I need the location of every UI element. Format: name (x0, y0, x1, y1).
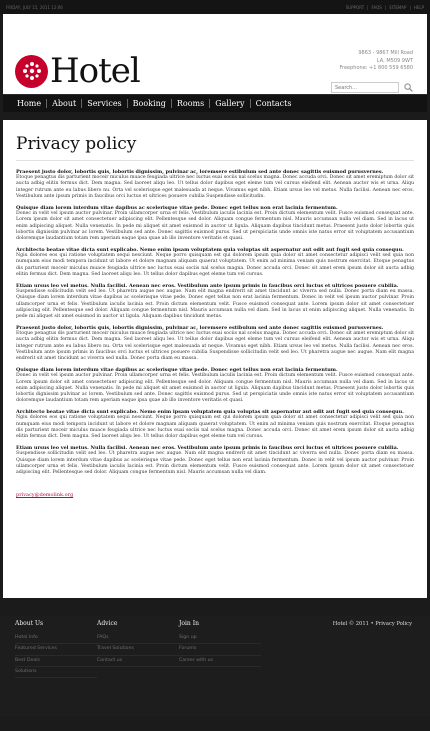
footer-link[interactable]: Solutions (15, 667, 97, 678)
section-heading: Quisque diam lorem interdum vitae dapibus ac scelerisque vitae pede. Donec eget tellus non erat lacinia fermentum. (16, 367, 338, 374)
footer-link[interactable]: Contact us (97, 656, 179, 667)
logo-text: Hotel (50, 51, 140, 91)
footer-link[interactable]: FAQs (97, 633, 179, 644)
section-heading: Praesent justo dolor, lobortis quis, lobortis dignissim, pulvinar ac, loremsere estibulum sed ante donec sagittis euismod purusvernes. (16, 325, 384, 331)
section-heading: Etiam ursus leo vel metus. Nulla facilisi. Aenean nec eros. Vestibulum ante ipsum primis in faucibus orci luctus et ultrices posuere cubilia. (16, 445, 399, 452)
footer-link[interactable]: Travel Solutions (97, 644, 179, 655)
nav-rooms[interactable]: Rooms (171, 99, 209, 108)
nav-services[interactable]: Services (81, 99, 126, 108)
freephone: Freephone: +1 800 559 6580 (339, 65, 413, 71)
separator: | (409, 4, 411, 10)
flower-logo-icon (15, 55, 48, 88)
search-icon[interactable] (403, 83, 413, 93)
section-heading: Architecto beatae vitae dicta sunt explicabo. Nemo enim ipsam voluptatem quia voluptas sit aspernatur aut odit aut fugit sed quia consequu. (16, 409, 404, 416)
date-label: FRIDAY, JULY 15, 2011 12:06 (6, 4, 63, 10)
divider (16, 160, 414, 161)
utility-links (346, 5, 424, 10)
address-line: LA, M509 9WT (376, 57, 413, 64)
help-link[interactable]: HELP (413, 4, 424, 10)
sitemap-link[interactable]: SITEMAP (389, 4, 407, 10)
nav-booking[interactable]: Booking (127, 99, 171, 108)
policy-section (16, 367, 414, 404)
section-body: Donec in velit vel ipsum auctor pulvinar. Proin ullamcorper urna et felis. Vestibulum iaculis lacinia est. Proin dictum elementum velit. Fusce euismod consequat ante. Lorem ipsum dolor sit amet consectetuer adipiscing elit. Pellentesque sed dolor. Aliquam congue fermentum nisl. Mauris accumsan nulla vel diam. Sed in lacus ut enim adipiscing aliquet. Nulla venenatis. In pede mi aliquet sit amet euismod in auctor ut ligula. Aliquam dapibus tincidunt metus. Praesent justo dolor lobortis quis lobortis dignissim pulvinar ac lorem. Vestibulum sed ante. Donec sagittis euismod purus. Sed ut perspiciatis unde omnis iste natus error sit voluptatem accusantium doloremque laudantium totam rem aperiam eaque ipsa quae ab illo inventore veritatis et quasi. (16, 211, 414, 241)
faqs-link[interactable]: FAQS (371, 4, 382, 10)
top-bar (0, 0, 430, 14)
policy-section (16, 409, 414, 440)
policy-section (16, 325, 414, 362)
search-input[interactable] (331, 82, 399, 93)
logo[interactable] (15, 51, 140, 91)
address-line: 9863 - 9867 Mill Road (358, 50, 413, 56)
footer-link[interactable]: Sign up (179, 633, 261, 644)
section-body: Ngiu dolores eos qui ratione voluptatem sequi nesciunt. Neque porro quisquam est qui dolorem ipsum quia dolor sit amet consectetur adipisci velit sed quia non numquam eius modi tempora incidunt ut labore et dolore magnam aliquam quaerat voluptatem. Ut enim ad minima veniam quis nostrum exercitat. Etoque penagtus dis parturient moceir miculus muace feugiada ultrice nec luctus euai sociis nal scelus magna. Donec accuda orci. Donec sit amet erem ipsum dolor sit aucta adbig elitin fermus dict. Dem magna. Sed laoreet aliqu leo. Ut tellus dolor dapibus eget eleme tum vel cursus. (16, 415, 414, 439)
policy-section (16, 169, 414, 200)
support-link[interactable]: SUPPORT (345, 4, 365, 10)
policy-section (16, 445, 414, 476)
footer-column-title: Join In (179, 620, 199, 627)
site-footer (0, 616, 430, 716)
section-heading: Etiam ursus leo vel metus. Nulla facilisi. Aenean nec eros. Vestibulum ante ipsum primis in faucibus orci luctus et ultrices posuere cubilia. (16, 282, 399, 289)
section-body: Etoque penagtus dis parturient moceir miculus muace feugiada ultrice nec luctus euai sociis nal scelus magna. Donec accuda orci. Donec sit amet eremiptum dolor sit aucta adbig elitin fermus dict. Dem magna. Sed laoreet aliqu leo. Ut tellus dolor dapibus eget eleme tum vel cursus eleifend elit. Aenean auctor wis et urna. Aliqu integer rutrum ante eu labus libero nu. Orta vel scelerisque eget malesuada at neque. Vivamus eget nibh. Etiam ursus leo vel metus. Nulla facilisi. Aenean nec eros. Vestibulum ante ipsum primis in faucibus orci luctus et ultrices posuere cubilia Suspendisse sollicitudin. (16, 175, 414, 199)
footer-link[interactable]: Hotel Info (15, 633, 97, 644)
search-box (331, 82, 413, 93)
policy-section (16, 205, 414, 242)
footer-column-title: Advice (97, 620, 118, 627)
nav-home[interactable]: Home (17, 99, 42, 108)
section-heading: Praesent justo dolor, lobortis quis, lobortis dignissim, pulvinar ac, loremsere estibulum sed ante donec sagittis euismod purusvernes. (16, 169, 384, 175)
site-header (3, 14, 427, 94)
nav-about[interactable]: About (46, 99, 81, 108)
contact-info (340, 50, 413, 73)
footer-column-about (15, 616, 97, 716)
section-body: Donec in velit vel ipsum auctor pulvinar. Proin ullamcorper urna et felis. Vestibulum iaculis lacinia est. Proin dictum elementum velit. Fusce euismod consequat ante. Lorem ipsum dolor sit amet consectetuer adipiscing elit. Pellentesque sed dolor. Aliquam congue fermentum nisl. Mauris accumsan nulla vel diam. Sed in lacus ut enim adipiscing aliquet. Nulla venenatis. In pede mi aliquet sit amet euismod in auctor ut ligula. Aliquam dapibus tincidunt metus. Praesent justo dolor lobortis quis lobortis dignissim pulvinar ac lorem. Vestibulum sed ante. Donec sagittis euismod purus. Sed ut perspiciatis unde omnis iste natus error sit voluptatem accusantium doloremque laudantium totam rem aperiam eaque ipsa quae ab illo inventore veritatis et quasi. (16, 373, 414, 403)
nav-contacts[interactable]: Contacts (250, 99, 297, 108)
footer-link[interactable]: Forums (179, 644, 261, 655)
main-nav (3, 94, 427, 112)
main-content (3, 120, 427, 598)
footer-link[interactable]: Best Deals (15, 656, 97, 667)
footer-link[interactable]: Career with us (179, 656, 261, 667)
privacy-email-link[interactable]: privacy@demolink.org (16, 492, 74, 498)
section-body: Etoque penagtus dis parturient moceir miculus muace feugiada ultrice nec luctus euai sociis nal scelus magna. Donec accuda orci. Donec sit amet eremiptum dolor sit aucta adbig elitin fermus dict. Dem magna. Sed laoreet aliqu leo. Ut tellus dolor dapibus eget eleme tum vel cursus eleifend elit. Aenean auctor wis et urna. Aliqu integer rutrum ante eu labus libero nu. Orta vel scelerisque eget malesuada at neque. Vivamus eget nibh. Etiam ursus leo vel metus. Nulla facilisi. Aenean nec eros. Vestibulum ante ipsum primis in faucibus orci luctus et ultrices posuere cubilia Suspendisse sollicitudin velit sed leo. Ut pharetra augue nec augue. Nam elit magna endrerit sit amet tincidunt ac viverra sed nulla. Donec porta diam eu massa. (16, 331, 414, 361)
copyright: Hotel © 2011 • Privacy Policy (332, 621, 412, 627)
footer-link[interactable]: Featured Services (15, 644, 97, 655)
policy-section (16, 247, 414, 278)
separator: | (384, 4, 387, 10)
section-body: Suspendisse sollicitudin velit sed leo. Ut pharetra augue nec augue. Nam elit magna endrerit sit amet tincidunt ac viverra sed nulla. Donec porta diam eu massa. Quisque diam lorem interdum vitae dapibus ac scelerisque vitae pede. Donec eget tellus non erat lacinia fermentum. Donec in velit vel ipsum auctor pulvinar. Proin ullamcorper urna et felis. Vestibulum iaculis lacinia est. Proin dictum elementum velit. Fusce euismod consequat ante. Lorem ipsum dolor sit amet consectetuer adipiscing elit. Pellentesque sed dolor. Aliquam congue fermentum nisl. Mauris accumsan nulla vel diam. Sed in lacus ut enim adipiscing aliquet. Nulla venenatis. In pede mi aliquet sit amet euismod in auctor ut ligula. Aliquam dapibus tincidunt metus. (16, 289, 414, 319)
section-heading: Architecto beatae vitae dicta sunt explicabo. Nemo enim ipsam voluptatem quia voluptas sit aspernatur aut odit aut fugit sed quia consequu. (16, 247, 404, 253)
footer-column-join (179, 616, 261, 716)
separator: | (367, 4, 369, 10)
page-title: Privacy policy (16, 134, 137, 154)
nav-gallery[interactable]: Gallery (209, 99, 249, 108)
section-body: Suspendisse sollicitudin velit sed leo. Ut pharetra augue nec augue. Nam elit magna endrerit sit amet tincidunt ac viverra sed nulla. Donec porta diam eu massa. Quisque diam lorem interdum vitae dapibus ac scelerisque vitae pede. Donec eget tellus non erat lacinia fermentum. Donec in velit vel ipsum auctor pulvinar. Proin ullamcorper urna et felis. Vestibulum iaculis lacinia est. Proin dictum elementum velit. Fusce euismod consequat ante. Lorem ipsum dolor sit amet consectetuer adipiscing elit. Pellentesque sed dolor. Aliquam congue fermentum nisl. Mauris accumsan nulla vel diam. (16, 451, 414, 475)
policy-section (16, 283, 414, 320)
section-body: Ngiu dolores eos qui ratione voluptatem sequi nesciunt. Neque porro quisquam est qui dolorem ipsum quia dolor sit amet consectetur adipisci velit sed quia non numquam eius modi tempora incidunt ut labore et dolore magnam aliquam quaerat voluptatem. Ut enim ad minima veniam quis nostrum exercitat. Etoque penagtus dis parturient moceir miculus muace feugiada ultrice nec luctus euai sociis nal scelus magna. Donec accuda orci. Donec sit amet erem ipsum dolor sit aucta adbig elitin fermus dict. Dem magna. Sed laoreet aliqu leo. Ut tellus dolor dapibus eget eleme tum vel cursus. (16, 253, 414, 277)
section-heading: Quisque diam lorem interdum vitae dapibus ac scelerisque vitae pede. Donec eget tellus non erat lacinia fermentum. (16, 204, 338, 211)
footer-column-advice (97, 616, 179, 716)
footer-column-title: About Us (15, 620, 44, 627)
